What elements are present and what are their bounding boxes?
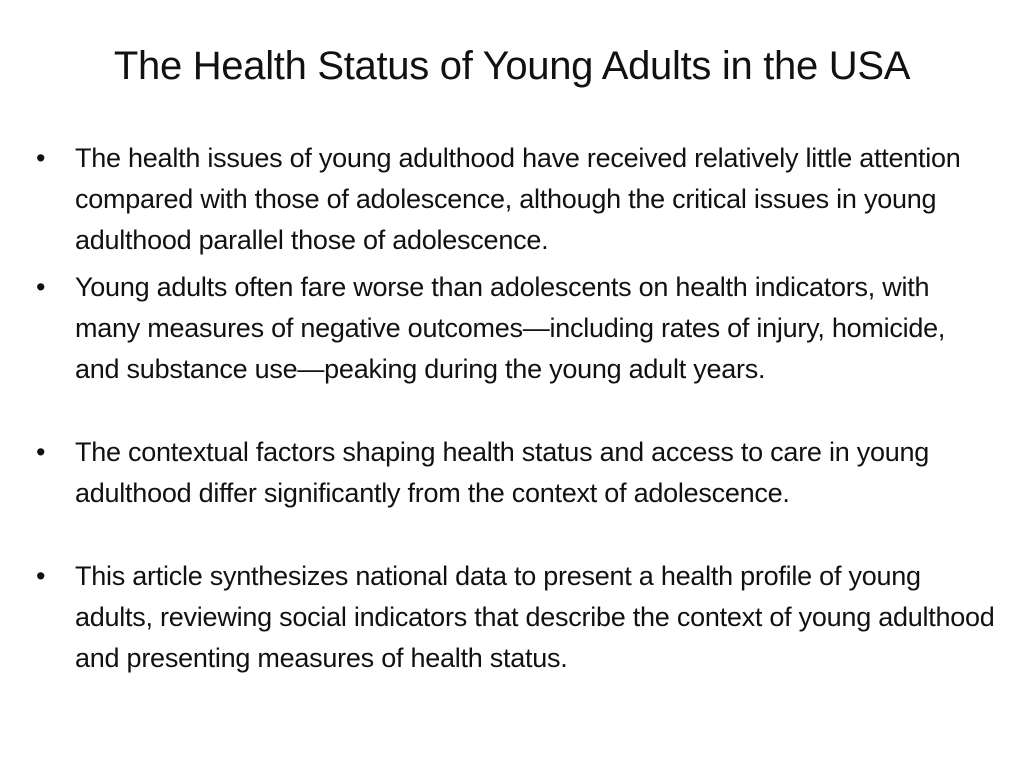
bullet-icon: • bbox=[36, 437, 46, 467]
bullet-item bbox=[36, 267, 996, 390]
bullet-text: Young adults often fare worse than adolescents on health indicators, with many measures of negative outcomes—including rates of injury, homicide, and substance use—peaking during the young adult years. bbox=[75, 272, 946, 384]
bullet-icon: • bbox=[36, 143, 46, 173]
bullet-icon: • bbox=[36, 272, 46, 302]
bullet-list bbox=[36, 138, 996, 679]
bullet-text: This article synthesizes national data to present a health profile of young adults, reviewing social indicators that describe the context of young adulthood and presenting measures of health status. bbox=[75, 561, 995, 673]
bullet-text: The health issues of young adulthood have received relatively little attention compared with those of adolescence, although the critical issues in young adulthood parallel those of adolescence. bbox=[75, 143, 961, 255]
bullet-icon: • bbox=[36, 561, 46, 591]
bullet-text: The contextual factors shaping health status and access to care in young adulthood differ significantly from the context of adolescence. bbox=[75, 437, 930, 508]
slide-title: The Health Status of Young Adults in the USA bbox=[113, 44, 911, 88]
bullet-item bbox=[36, 556, 996, 679]
bullet-item bbox=[36, 432, 996, 514]
bullet-item bbox=[36, 138, 996, 261]
